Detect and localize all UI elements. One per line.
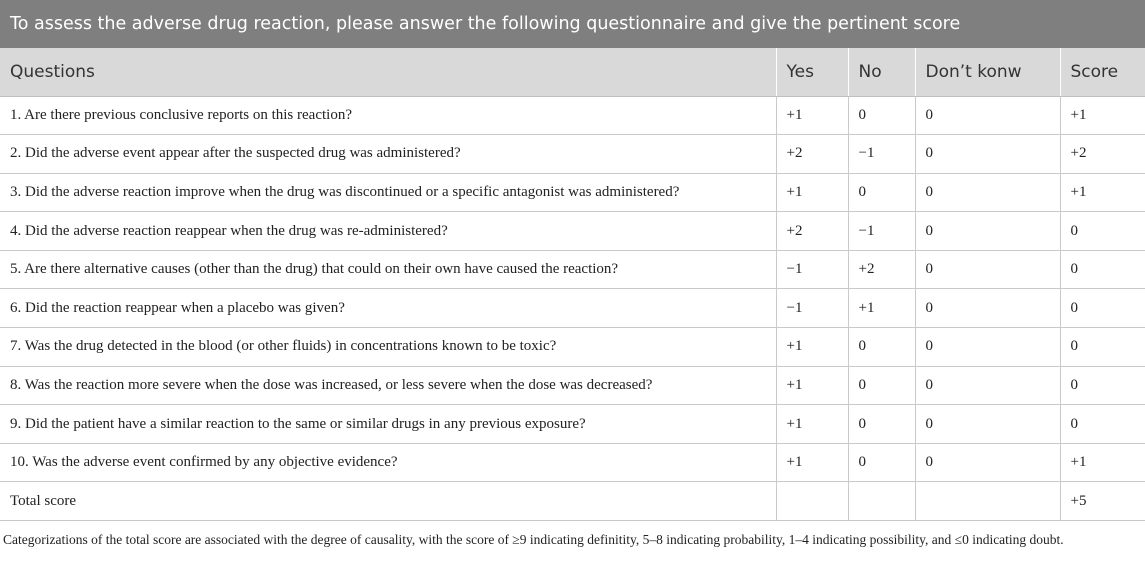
dont-know-cell: 0: [915, 328, 1060, 367]
total-score-cell: +5: [1060, 482, 1145, 521]
no-cell: 0: [848, 443, 915, 482]
yes-cell: +1: [776, 443, 848, 482]
question-cell: 3. Did the adverse reaction improve when the drug was discontinued or a specific antagonist was administered?: [0, 173, 776, 212]
header-score: Score: [1060, 48, 1145, 96]
yes-cell: +1: [776, 173, 848, 212]
dont-know-cell: 0: [915, 212, 1060, 251]
table-row: [0, 405, 1145, 444]
yes-cell: +1: [776, 405, 848, 444]
dont-know-cell: 0: [915, 366, 1060, 405]
dont-know-cell: 0: [915, 250, 1060, 289]
no-cell: 0: [848, 96, 915, 135]
no-cell: +1: [848, 289, 915, 328]
no-cell: 0: [848, 173, 915, 212]
table-row: [0, 250, 1145, 289]
score-cell: 0: [1060, 250, 1145, 289]
question-cell: 1. Are there previous conclusive reports on this reaction?: [0, 96, 776, 135]
header-row: [0, 48, 1145, 96]
table-row: [0, 289, 1145, 328]
no-cell: −1: [848, 212, 915, 251]
score-cell: +1: [1060, 443, 1145, 482]
question-cell: 8. Was the reaction more severe when the dose was increased, or less severe when the dose was decreased?: [0, 366, 776, 405]
table-row: [0, 96, 1145, 135]
header-no: No: [848, 48, 915, 96]
dont-know-cell: 0: [915, 173, 1060, 212]
question-cell: 7. Was the drug detected in the blood (or other fluids) in concentrations known to be toxic?: [0, 328, 776, 367]
table-caption: To assess the adverse drug reaction, please answer the following questionnaire and give the pertinent score: [0, 0, 1145, 48]
yes-cell: +1: [776, 328, 848, 367]
total-label-cell: Total score: [0, 482, 776, 521]
table-row: [0, 135, 1145, 174]
no-cell: 0: [848, 366, 915, 405]
question-cell: 5. Are there alternative causes (other than the drug) that could on their own have caused the reaction?: [0, 250, 776, 289]
dont-know-cell: 0: [915, 289, 1060, 328]
no-cell: 0: [848, 328, 915, 367]
yes-cell: +1: [776, 96, 848, 135]
dont-know-cell: 0: [915, 135, 1060, 174]
no-cell: −1: [848, 135, 915, 174]
total-row: [0, 482, 1145, 521]
score-cell: +1: [1060, 173, 1145, 212]
question-cell: 9. Did the patient have a similar reaction to the same or similar drugs in any previous exposure?: [0, 405, 776, 444]
dont-know-cell: 0: [915, 405, 1060, 444]
question-cell: 2. Did the adverse event appear after the suspected drug was administered?: [0, 135, 776, 174]
table-row: [0, 366, 1145, 405]
no-cell: +2: [848, 250, 915, 289]
question-cell: 4. Did the adverse reaction reappear when the drug was re-administered?: [0, 212, 776, 251]
yes-cell: −1: [776, 289, 848, 328]
score-cell: 0: [1060, 328, 1145, 367]
table-footnote: Categorizations of the total score are associated with the degree of causality, with the score of ≥9 indicating definitity, 5–8 indicating probability, 1–4 indicating possibility, and ≤0 indicating doubt.: [3, 532, 1064, 548]
dont-know-cell: [915, 482, 1060, 521]
header-yes: Yes: [776, 48, 848, 96]
dont-know-cell: 0: [915, 443, 1060, 482]
table-row: [0, 173, 1145, 212]
causality-table: [0, 48, 1145, 521]
question-cell: 10. Was the adverse event confirmed by any objective evidence?: [0, 443, 776, 482]
yes-cell: +1: [776, 366, 848, 405]
yes-cell: [776, 482, 848, 521]
yes-cell: −1: [776, 250, 848, 289]
table-row: [0, 443, 1145, 482]
yes-cell: +2: [776, 212, 848, 251]
score-cell: 0: [1060, 366, 1145, 405]
score-cell: +2: [1060, 135, 1145, 174]
yes-cell: +2: [776, 135, 848, 174]
header-questions: Questions: [0, 48, 776, 96]
no-cell: 0: [848, 405, 915, 444]
dont-know-cell: 0: [915, 96, 1060, 135]
question-cell: 6. Did the reaction reappear when a placebo was given?: [0, 289, 776, 328]
score-cell: +1: [1060, 96, 1145, 135]
no-cell: [848, 482, 915, 521]
table-row: [0, 328, 1145, 367]
header-dont-know: Don’t konw: [915, 48, 1060, 96]
score-cell: 0: [1060, 289, 1145, 328]
table-row: [0, 212, 1145, 251]
score-cell: 0: [1060, 405, 1145, 444]
score-cell: 0: [1060, 212, 1145, 251]
